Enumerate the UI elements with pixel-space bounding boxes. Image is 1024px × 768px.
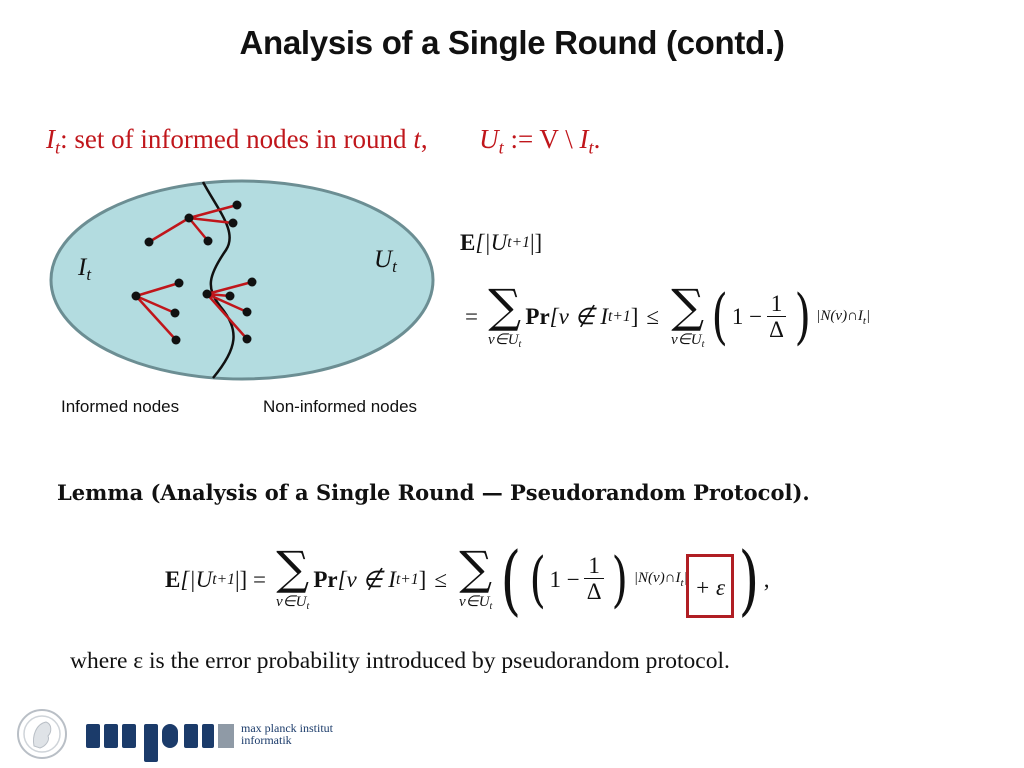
sum-operator: ∑ $v\in U_t$ [671,278,705,351]
node [175,279,184,288]
sum-operator: ∑ $v\in U_t$ [487,278,522,351]
def-I2-symbol: I [579,124,589,154]
caption-non-informed: Non-informed nodes [263,397,418,416]
node [248,278,257,287]
logo-bar [184,724,198,748]
sum-limit-sub: t [306,601,310,613]
node [243,335,252,344]
label-I-sub: t [86,265,92,285]
network-diagram [40,170,450,390]
fraction [765,292,788,342]
prob-close: ] [418,566,427,592]
prob-sub: t+1 [608,308,631,325]
seal-profile [34,722,51,748]
label-informed-set [78,254,91,285]
paren-close: ) [611,544,629,615]
logo-bar [104,724,118,748]
one-minus: 1 − [549,566,580,592]
exponent-text: |N(v)∩I [633,570,681,586]
def-I-sub: t [55,137,61,158]
slide-title: Analysis of a Single Round (contd.) [239,24,785,61]
lemma-lhs-sub: t+1 [212,570,235,588]
node [145,238,154,247]
one-minus: 1 − [731,304,763,329]
outer-paren-close: ) [738,535,760,624]
eq1-equals: = [465,304,478,329]
logo-bar [122,724,136,748]
eq1-lhs-close: |] [529,230,543,255]
def-U-symbol: U [479,124,499,154]
frac-den: Δ [586,579,602,605]
logo-bar [202,724,214,748]
expect-symbol: E [165,566,181,592]
fraction [583,554,606,604]
institute-line2: informatik [241,733,292,747]
sum-limit: v∈U [671,331,702,348]
label-U-sub: t [392,257,397,277]
exponent-sub: t [862,314,866,327]
sum-operator: ∑ $v\in U_t$ [458,541,493,613]
sum-limit-sub: t [518,339,522,351]
prob-symbol: Pr [313,566,338,592]
paren-open: ( [711,282,729,352]
exponent-text: |N(v)∩I [816,307,863,324]
lemma-lhs-text: [|U [180,566,213,592]
node [132,292,141,301]
node [226,292,235,301]
where-clause: where ε is the error probability introduced by pseudorandom protocol. [70,648,730,674]
trailing-comma: , [763,566,770,592]
def-I-symbol: I [46,124,55,154]
label-uninformed-set [374,246,397,277]
eq1-lhs-sub: t+1 [507,234,530,251]
logo-gray-block [218,724,234,748]
frac-num: 1 [584,554,604,579]
sum-limit: v∈U [458,594,490,611]
leq-symbol: ≤ [434,566,447,592]
def-t: t [413,124,421,154]
institute-line1: max planck institut [241,721,333,735]
node [233,201,242,210]
sum-limit: v∈U [275,594,307,611]
exponent-sub: t [680,577,684,589]
eq1-lhs [460,230,542,256]
node [185,214,194,223]
sum-limit-sub: t [701,339,705,351]
sum-limit-sub: t [489,601,493,613]
prob-arg: [v ∉ I [337,566,396,592]
network-ellipse [51,181,433,379]
definition-line [46,124,600,159]
prob-sub: t+1 [395,570,419,588]
node [171,309,180,318]
caption-informed: Informed nodes [61,397,180,416]
paren-open: ( [529,544,546,615]
def-text: : set of informed nodes in round [60,124,414,154]
eq1-rhs [465,278,871,352]
lemma-title: Lemma (Analysis of a Single Round — Pseudorandom Protocol). [57,480,810,505]
prob-close: ] [630,304,639,329]
def-end: . [593,124,601,154]
leq-symbol: ≤ [646,304,660,329]
node [172,336,181,345]
eq1-lhs-text: [|U [475,230,508,255]
def-U-sub: t [498,137,504,158]
lemma-equation [165,535,769,624]
def-comma: , [420,124,428,154]
logo-bar [144,724,158,762]
node [204,237,213,246]
lemma-lhs-close: |] = [234,566,266,592]
exponent [634,570,688,589]
exponent-close: | [865,307,871,324]
prob-arg: [v ∉ I [549,304,609,329]
exponent [816,308,870,327]
def-assign: := V \ [503,124,580,154]
institute-name [241,722,333,746]
logo-bar [162,724,178,748]
plus-epsilon: + ε [694,574,726,600]
minerva-seal-icon [14,706,74,762]
outer-paren-open: ( [500,535,522,624]
logo-bar [86,724,100,748]
node [203,290,212,299]
sum-limit: v∈U [487,331,519,348]
label-U: U [374,246,393,273]
expect-symbol: E [460,230,476,255]
sum-operator: ∑ $v\in U_t$ [275,541,310,613]
epsilon-highlight-box [683,554,734,618]
exponent-close: | [683,570,688,586]
node [243,308,252,317]
frac-num: 1 [767,292,787,317]
def-I2-sub: t [588,137,594,158]
node [229,219,238,228]
mpi-logo-mark [86,716,238,764]
label-I: I [78,254,87,281]
paren-close: ) [794,282,811,352]
frac-den: Δ [769,316,784,342]
prob-symbol: Pr [525,304,550,329]
